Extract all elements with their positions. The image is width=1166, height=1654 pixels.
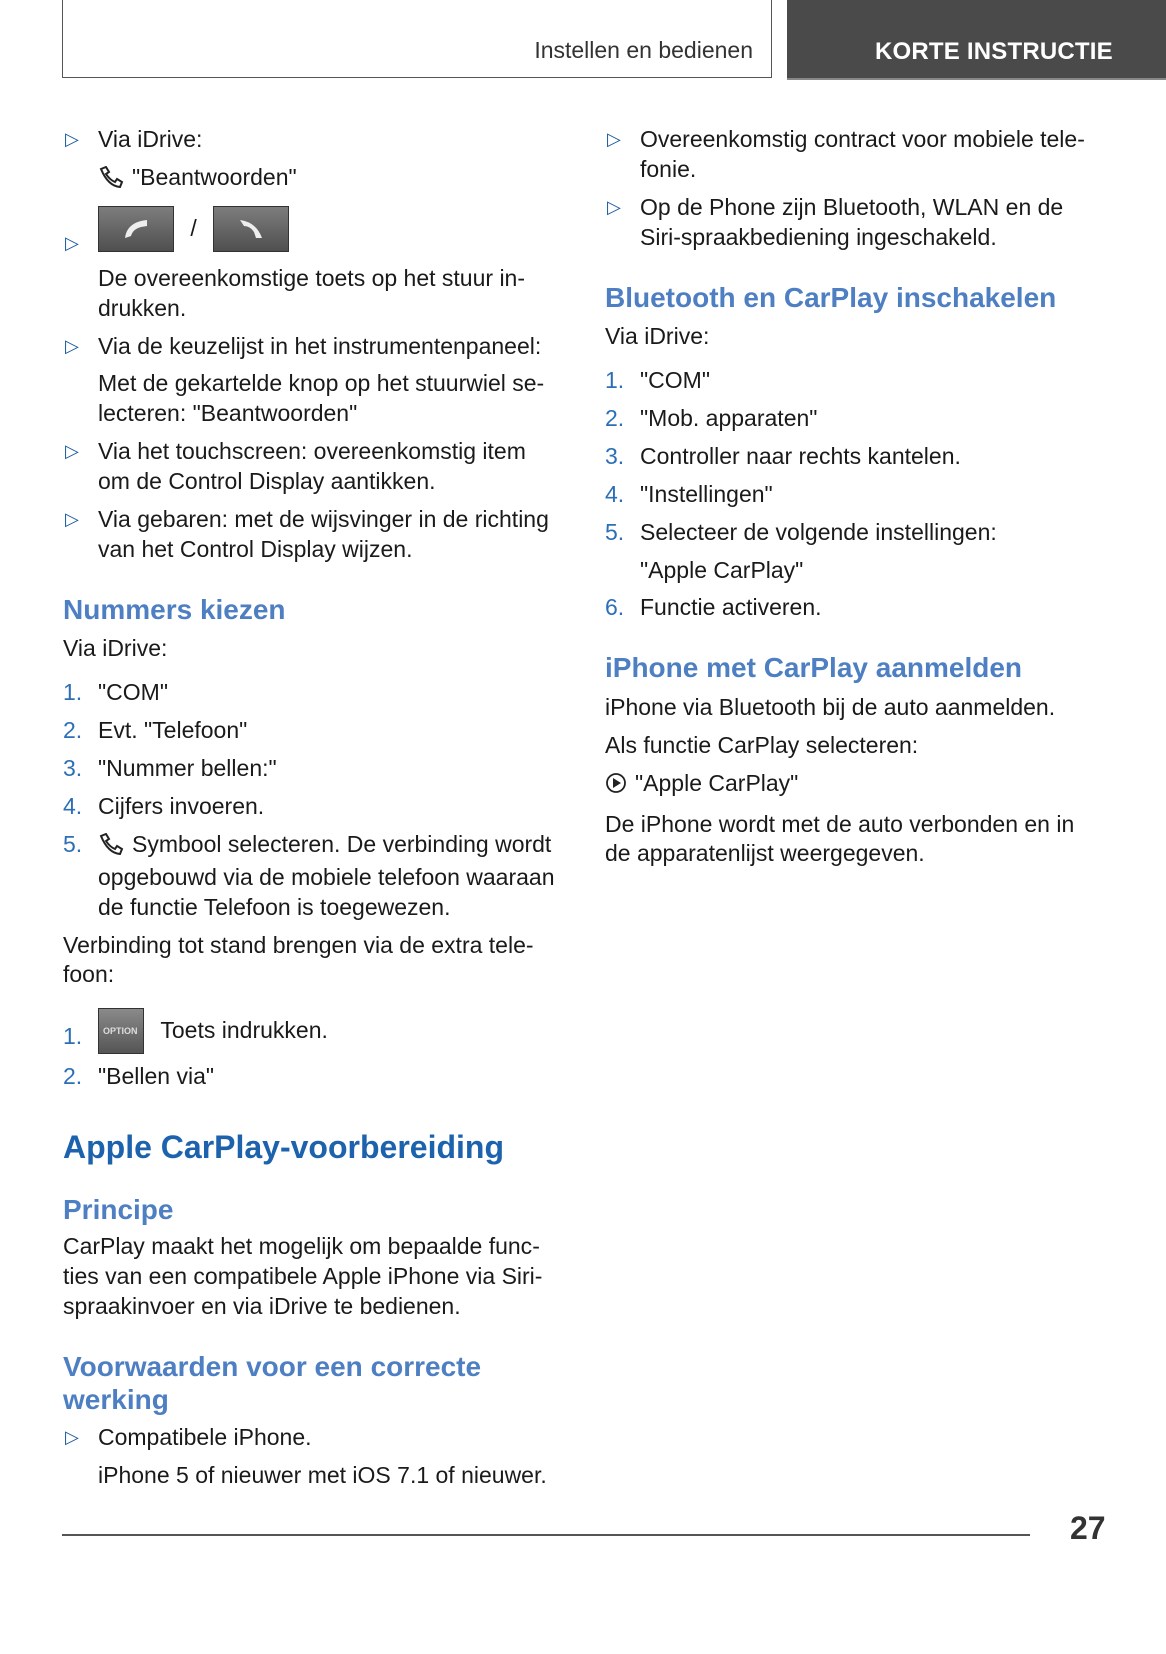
list-item (63, 678, 563, 708)
heading-nummers: Nummers kiezen (63, 593, 286, 625)
separator: / (190, 214, 197, 241)
list-text: Compatibele iPhone. (98, 1424, 312, 1451)
triangle-bullet-icon: ▷ (65, 129, 79, 149)
list-subitem (63, 264, 563, 324)
list-text: "Instellingen" (640, 480, 773, 507)
step-number: 2. (605, 404, 625, 431)
list-text: Cijfers invoeren. (98, 792, 265, 819)
list-subitem (605, 556, 1105, 586)
list-text: "Mob. apparaten" (640, 404, 818, 431)
chapter-title: KORTE INSTRUCTIE (875, 38, 1113, 65)
list-item (605, 593, 1105, 623)
list-text: "COM" (640, 367, 710, 394)
list-item (63, 754, 563, 784)
carplay-play-icon (605, 772, 627, 802)
header-box (62, 0, 772, 78)
list-item (63, 792, 563, 822)
right-column (605, 125, 1105, 869)
list-item (605, 193, 1105, 253)
step-number: 5. (63, 830, 83, 857)
list-item (605, 404, 1105, 434)
list-item (605, 518, 1105, 548)
left-column (63, 125, 563, 1491)
triangle-bullet-icon: ▷ (607, 196, 621, 217)
heading-voorwaarden: Voorwaarden voor een correcte werking (63, 1350, 482, 1416)
list-subitem (63, 369, 563, 429)
step-number: 4. (63, 792, 83, 819)
list-text: Via iDrive: (98, 126, 203, 152)
heading-apple-carplay: Apple CarPlay-voorbereiding (63, 1129, 504, 1166)
list-text: "Beantwoorden" (132, 163, 297, 190)
paragraph: Als functie CarPlay selecteren: (605, 731, 919, 758)
list-item (605, 480, 1105, 510)
triangle-bullet-icon: ▷ (607, 129, 621, 149)
phone-icon (98, 833, 124, 863)
call-accept-key-icon (98, 206, 174, 252)
list-text: "Nummer bellen:" (98, 755, 277, 782)
triangle-bullet-icon: ▷ (65, 1427, 79, 1448)
list-item (63, 332, 563, 362)
triangle-bullet-icon: ▷ (65, 232, 79, 253)
step-number: 2. (63, 1063, 83, 1090)
option-key-label: OPTION (103, 1026, 138, 1037)
list-text: Op de Phone zijn Bluetooth, WLAN en de Siri-spraakbediening ingeschakeld. (640, 193, 1064, 250)
step-number: 5. (605, 518, 625, 545)
paragraph: Via iDrive: (63, 635, 168, 662)
paragraph-text: "Apple CarPlay" (635, 769, 799, 796)
list-text: Toets indrukken. (160, 1017, 328, 1044)
step-number: 6. (605, 594, 625, 621)
option-key-icon (98, 1008, 144, 1054)
list-subitem (63, 1461, 563, 1491)
step-number: 2. (63, 717, 83, 744)
list-text: "Bellen via" (98, 1063, 215, 1090)
list-text: De overeenkomstige toets op het stuur indrukken. (98, 264, 526, 321)
call-end-key-icon (213, 206, 289, 252)
section-title: Instellen en bedienen (534, 37, 753, 63)
triangle-bullet-icon: ▷ (65, 441, 79, 462)
heading-iphone-carplay: iPhone met CarPlay aanmelden (605, 652, 1023, 684)
list-item (63, 1062, 563, 1092)
numbered-list (63, 678, 563, 922)
list-item (605, 125, 1105, 185)
list-text: Symbool selecteren. De verbinding wordt opgebouwd via de mobiele telefoon waaraan de functie Telefoon is toegewezen. (98, 830, 555, 920)
step-number: 1. (63, 679, 83, 706)
paragraph: CarPlay maakt het mogelijk om bepaalde functies van een compatibele Apple iPhone via Siri-spraakinvoer en via iDrive te bedienen. (63, 1233, 543, 1319)
list-item (63, 125, 563, 155)
numbered-list (605, 366, 1105, 623)
step-number: 1. (63, 1023, 83, 1050)
list-text: Functie activeren. (640, 594, 822, 621)
list-item (605, 442, 1105, 472)
paragraph: Via iDrive: (605, 323, 710, 350)
list-text: Evt. "Telefoon" (98, 717, 248, 744)
paragraph: Verbinding tot stand brengen via de extra telefoon: (63, 931, 534, 988)
phone-icon (98, 166, 124, 196)
list-text: Via het touchscreen: overeenkomstig item om de Control Display aantikken. (98, 438, 526, 495)
list-text: Selecteer de volgende instellingen: (640, 518, 997, 545)
step-number: 3. (63, 755, 83, 782)
chapter-tab (787, 0, 1166, 78)
triangle-bullet-icon: ▷ (65, 335, 79, 356)
divider (787, 78, 1166, 80)
paragraph: De iPhone wordt met de auto verbonden en in de apparatenlijst weergegeven. (605, 810, 1075, 867)
list-item (63, 206, 563, 252)
paragraph (605, 769, 1105, 802)
paragraph: iPhone via Bluetooth bij de auto aanmelden. (605, 693, 1056, 720)
step-number: 4. (605, 480, 625, 507)
list-text: Controller naar rechts kantelen. (640, 442, 961, 469)
list-item (63, 505, 563, 565)
list-text: Via de keuzelijst in het instrumentenpaneel: (98, 332, 542, 359)
list-item (63, 437, 563, 497)
step-number: 1. (605, 367, 625, 394)
list-text: Via gebaren: met de wijsvinger in de richting van het Control Display wijzen. (98, 506, 549, 562)
list-text: "COM" (98, 679, 168, 706)
triangle-bullet-icon: ▷ (65, 509, 79, 530)
list-text: Overeenkomstig contract voor mobiele telefonie. (640, 126, 1085, 182)
step-number: 3. (605, 442, 625, 469)
list-item (63, 716, 563, 746)
list-item (63, 1008, 563, 1054)
heading-principe: Principe (63, 1193, 174, 1225)
list-text: iPhone 5 of nieuwer met iOS 7.1 of nieuwer. (98, 1461, 547, 1488)
heading-bluetooth: Bluetooth en CarPlay inschakelen (605, 281, 1057, 313)
list-item (63, 1423, 563, 1453)
page-number: 27 (1070, 1510, 1106, 1546)
list-text: Met de gekartelde knop op het stuurwiel selecteren: "Beantwoorden" (98, 370, 545, 427)
list-item (605, 366, 1105, 396)
list-item (63, 830, 563, 923)
list-text: "Apple CarPlay" (640, 556, 804, 583)
footer-divider (62, 1534, 1030, 1536)
list-subitem (63, 163, 563, 196)
